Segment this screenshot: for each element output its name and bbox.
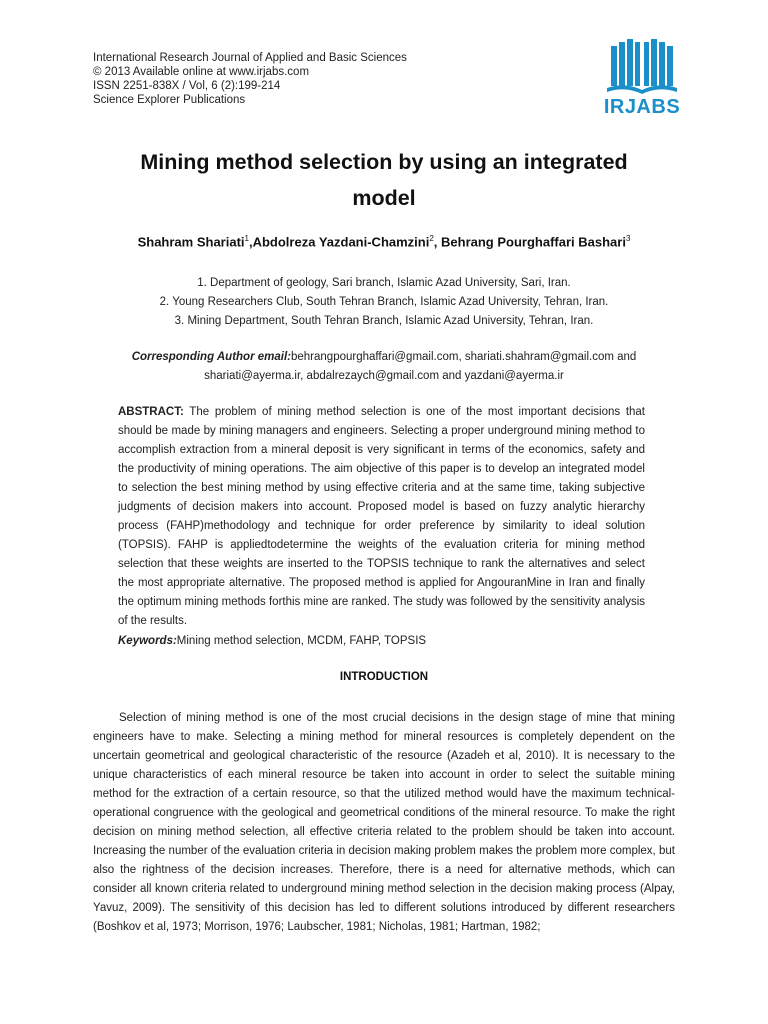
issn-line: ISSN 2251-838X / Vol, 6 (2):199-214: [93, 80, 281, 92]
keywords-label: Keywords:: [118, 635, 177, 647]
publisher-line: Science Explorer Publications: [93, 94, 246, 106]
keywords-text: Mining method selection, MCDM, FAHP, TOPSIS: [176, 635, 427, 647]
keywords: [118, 632, 645, 651]
introduction-paragraph: Selection of mining method is one of the most crucial decisions in the design stage of mine that mining engineers have to make. Selecting a mining method for mineral resources is completely dependent on the uncertain geometrical and geological characteristic of the resource (Azadeh et al, 2010). It is necessary to the unique characteristics of each mineral resource be taken into account in order to select the suitable mining method for the extraction of a certain resource, so that the utilized method would have the maximum technical-operational congruence with the geological and geometrical conditions of the mineral resource. To make the right decision on mining method selection, all effective criteria related to the problem should be taken into account. Increasing the number of the evaluation criteria in decision making problem makes the problem more complex, but also the rightness of the decision increases. Therefore, there is a need for alternative methods, which can consider all known criteria related to underground mining method selection in the decision making process (Alpay, Yavuz, 2009). The sensitivity of this decision has led to different solutions introduced by different researchers (Boshkov et al, 1973; Morrison, 1976; Laubscher, 1981; Nicholas, 1981; Hartman, 1982;: [93, 712, 675, 933]
affiliation-item: 1. Department of geology, Sari branch, Islamic Azad University, Sari, Iran.: [197, 277, 571, 289]
abstract: [118, 403, 645, 631]
author-name: , Behrang Pourghaffari Bashari: [433, 234, 626, 250]
availability-line: © 2013 Available online at www.irjabs.com: [93, 66, 310, 78]
affiliation-list: [60, 274, 708, 331]
author-list: [60, 234, 708, 249]
introduction-heading: INTRODUCTION: [339, 671, 429, 683]
corresponding-author-emails: behrangpourghaffari@gmail.com, shariati.shahram@gmail.com and shariati@ayerma.ir, abdalrezaych@gmail.com and yazdani@ayerma.ir: [204, 351, 637, 382]
corresponding-author-label: Corresponding Author email:: [131, 351, 291, 363]
paper-title: [60, 144, 708, 216]
author-affiliation-number: 2: [429, 234, 434, 243]
abstract-label: ABSTRACT:: [118, 406, 184, 418]
author-name: Shahram Shariati: [137, 234, 245, 250]
open-book-icon: [605, 36, 679, 94]
corresponding-author: [100, 348, 668, 386]
title-line-2: model: [352, 186, 416, 210]
title-line-1: Mining method selection by using an integrated: [140, 150, 628, 174]
journal-logo: [592, 36, 692, 122]
author-affiliation-number: 3: [625, 234, 631, 243]
affiliation-item: 2. Young Researchers Club, South Tehran Branch, Islamic Azad University, Tehran, Iran.: [159, 296, 609, 308]
affiliation-item: 3. Mining Department, South Tehran Branch, Islamic Azad University, Tehran, Iran.: [174, 315, 594, 327]
author-name: ,Abdolreza Yazdani-Chamzini: [248, 234, 430, 250]
abstract-text: The problem of mining method selection is one of the most important decisions that should be made by mining managers and engineers. Selecting a proper underground mining method to accomplish extraction from a mineral deposit is very significant in terms of the economics, safety and the productivity of mining operations. The aim objective of this paper is to develop an integrated model to selection the best mining method by using effective criteria and at the same time, taking subjective judgments of decision makers into account. Proposed model is based on fuzzy analytic hierarchy process (FAHP)methodology and technique for order preference by similarity to ideal solution (TOPSIS). FAHP is appliedtodetermine the weights of the evaluation criteria for mining method selection that these weights are inserted to the TOPSIS technique to rank the alternatives and select the most appropriate alternative. The proposed method is applied for AngouranMine in Iran and finally the optimum mining methods forthis mine are ranked. The study was followed by the sensitivity analysis of the results.: [118, 406, 645, 627]
author-affiliation-number: 1: [244, 234, 249, 243]
journal-name: International Research Journal of Applied and Basic Sciences: [93, 52, 407, 64]
journal-info: [93, 51, 407, 107]
logo-text: IRJABS: [603, 96, 681, 118]
